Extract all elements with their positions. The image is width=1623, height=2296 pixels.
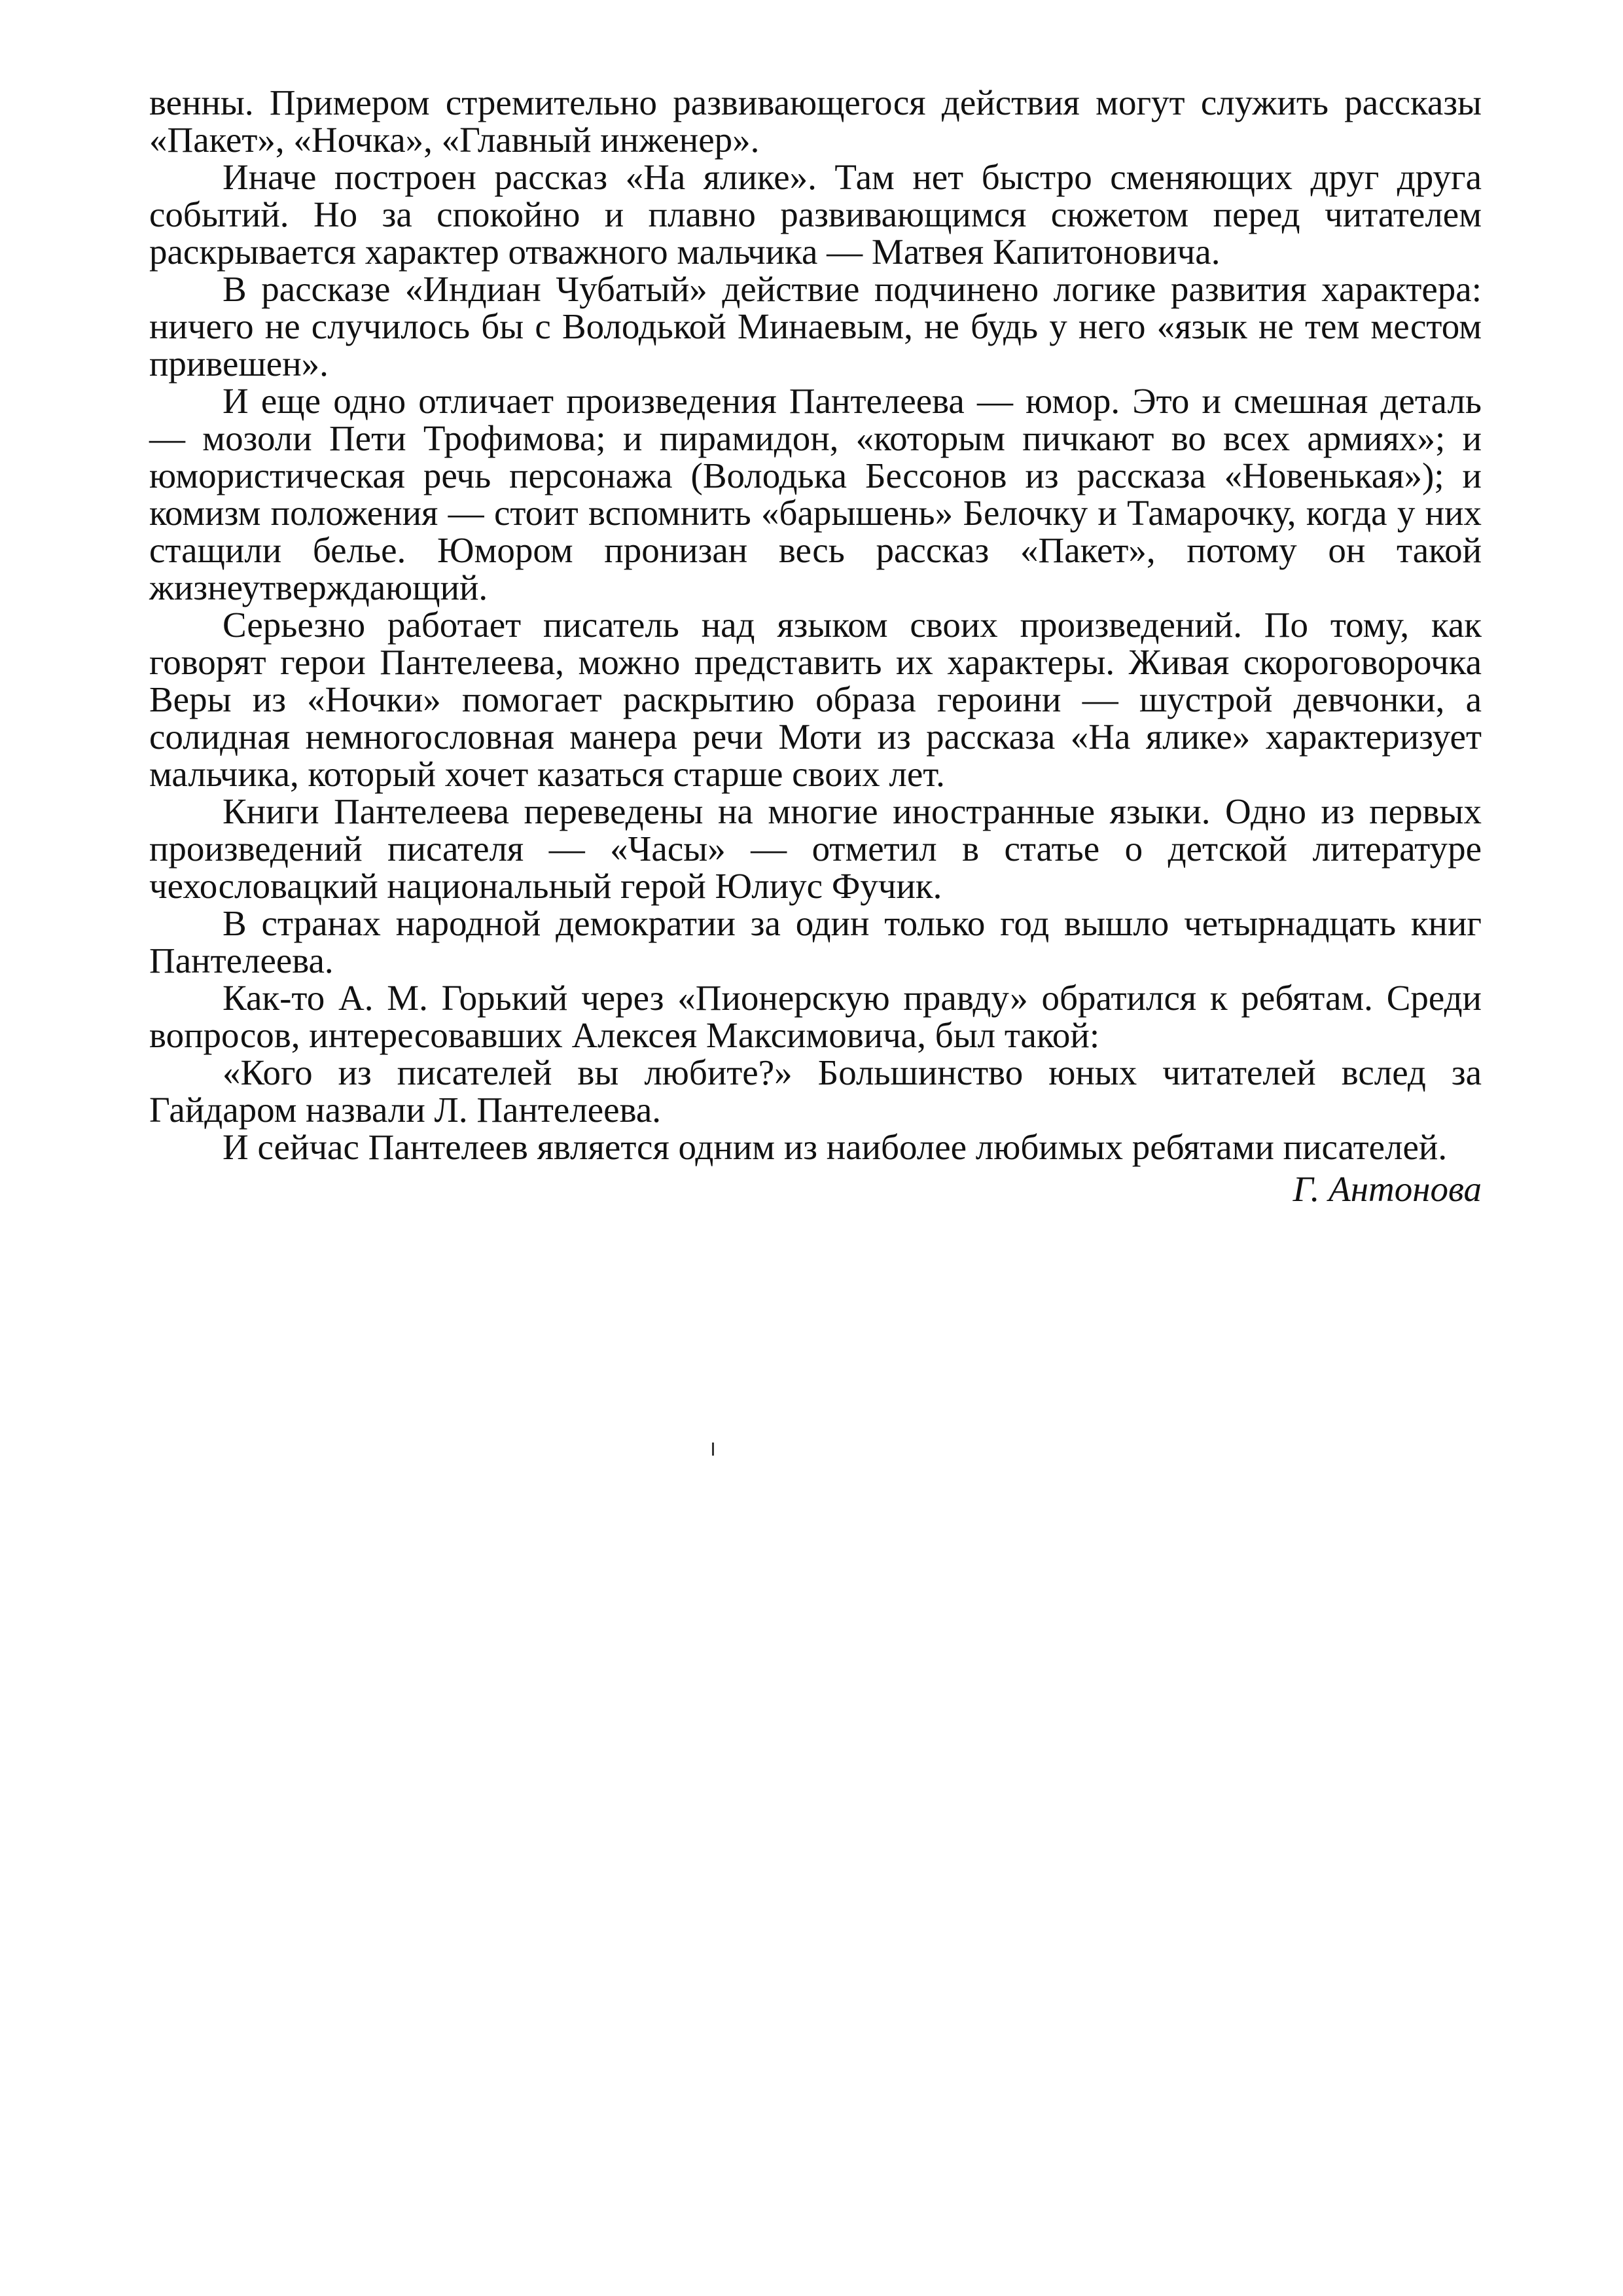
author-signature: Г. Антонова	[1293, 1169, 1482, 1209]
paragraph-9: «Кого из писателей вы любите?» Большинство юных читателей вслед за Гайдаром назвали Л. Пантелеева.	[149, 1052, 1482, 1130]
paragraph-2: Иначе построен рассказ «На ялике». Там нет быстро сменяющих друг друга событий. Но за спокойно и плавно развивающимся сюжетом перед читателем раскрывается характер отважного мальчика — Матвея Капитоновича.	[149, 157, 1482, 272]
print-artifact-mark	[712, 1443, 714, 1456]
paragraph-6: Книги Пантелеева переведены на многие иностранные языки. Одно из первых произведений писателя — «Часы» — отметил в статье о детской литературе чехословацкий национальный герой Юлиус Фучик.	[149, 791, 1482, 906]
paragraph-4: И еще одно отличает произведения Пантелеева — юмор. Это и смешная деталь — мозоли Пети Трофимова; и пирамидон, «которым пичкают во всех армиях»; и юмористическая речь персонажа (Володька Бессонов из рассказа «Новенькая»); и комизм положения — стоит вспомнить «барышень» Белочку и Тамарочку, когда у них стащили белье. Юмором пронизан весь рассказ «Пакет», потому он такой жизнеутверждающий.	[149, 381, 1482, 607]
paragraph-7: В странах народной демократии за один только год вышло четырнадцать книг Пантелеева.	[149, 903, 1482, 980]
paragraph-5: Серьезно работает писатель над языком своих произведений. По тому, как говорят герои Пантелеева, можно представить их характеры. Живая скороговорочка Веры из «Ночки» помогает раскрытию образа героини — шустрой девчонки, а солидная немногословная манера речи Моти из рассказа «На ялике» характеризует мальчика, который хочет казаться старше своих лет.	[149, 605, 1482, 794]
paragraph-10: И сейчас Пантелеев является одним из наиболее любимых ребятами писателей.	[223, 1127, 1448, 1167]
paragraph-8: Как-то А. М. Горький через «Пионерскую правду» обратился к ребятам. Среди вопросов, интересовавших Алексея Максимовича, был такой:	[149, 978, 1482, 1055]
document-page	[149, 84, 1482, 1209]
paragraph-1: венны. Примером стремительно развивающегося действия могут служить рассказы «Пакет», «Ночка», «Главный инженер».	[149, 82, 1482, 160]
paragraph-3: В рассказе «Индиан Чубатый» действие подчинено логике развития характера: ничего не случилось бы с Володькой Минаевым, не будь у него «язык не тем местом привешен».	[149, 269, 1482, 384]
